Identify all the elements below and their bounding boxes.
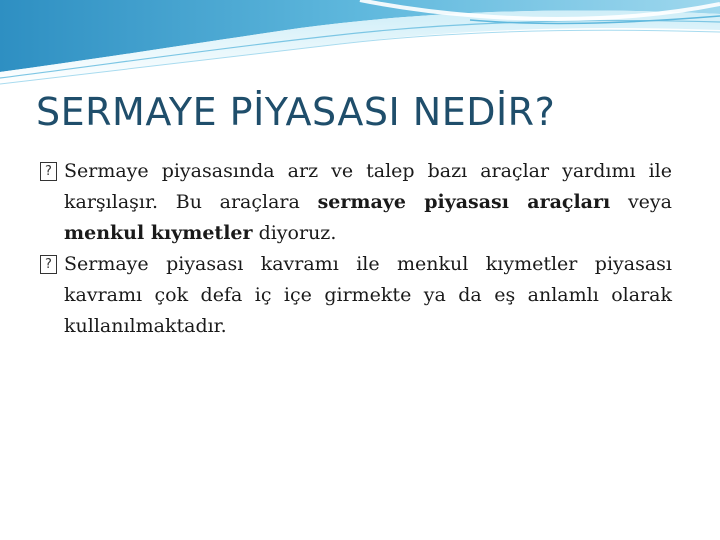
bullet-1-bold-1: sermaye piyasası araçları [317,191,611,213]
bullet-box-icon: ? [40,162,57,181]
bullet-item-1 [40,156,672,249]
slide-body [40,156,672,342]
bullet-1-text-2: veya [610,191,672,213]
bullet-1-text-1: Sermaye piyasasında arz ve talep bazı araçlar yardımı ile karşılaşır. Bu araçlara [64,160,672,213]
header-wave-decoration [0,0,720,90]
slide-title: SERMAYE PİYASASI NEDİR? [36,90,556,134]
bullet-1-text-3: diyoruz. [252,222,337,244]
bullet-1-bold-2: menkul kıymetler [64,222,253,244]
bullet-item-2 [40,249,672,342]
bullet-2-text-1: Sermaye piyasası kavramı ile menkul kıymetler piyasası kavramı çok defa iç içe girmekte ya da eş anlamlı olarak kullanılmaktadır. [64,253,672,337]
bullet-box-icon: ? [40,255,57,274]
